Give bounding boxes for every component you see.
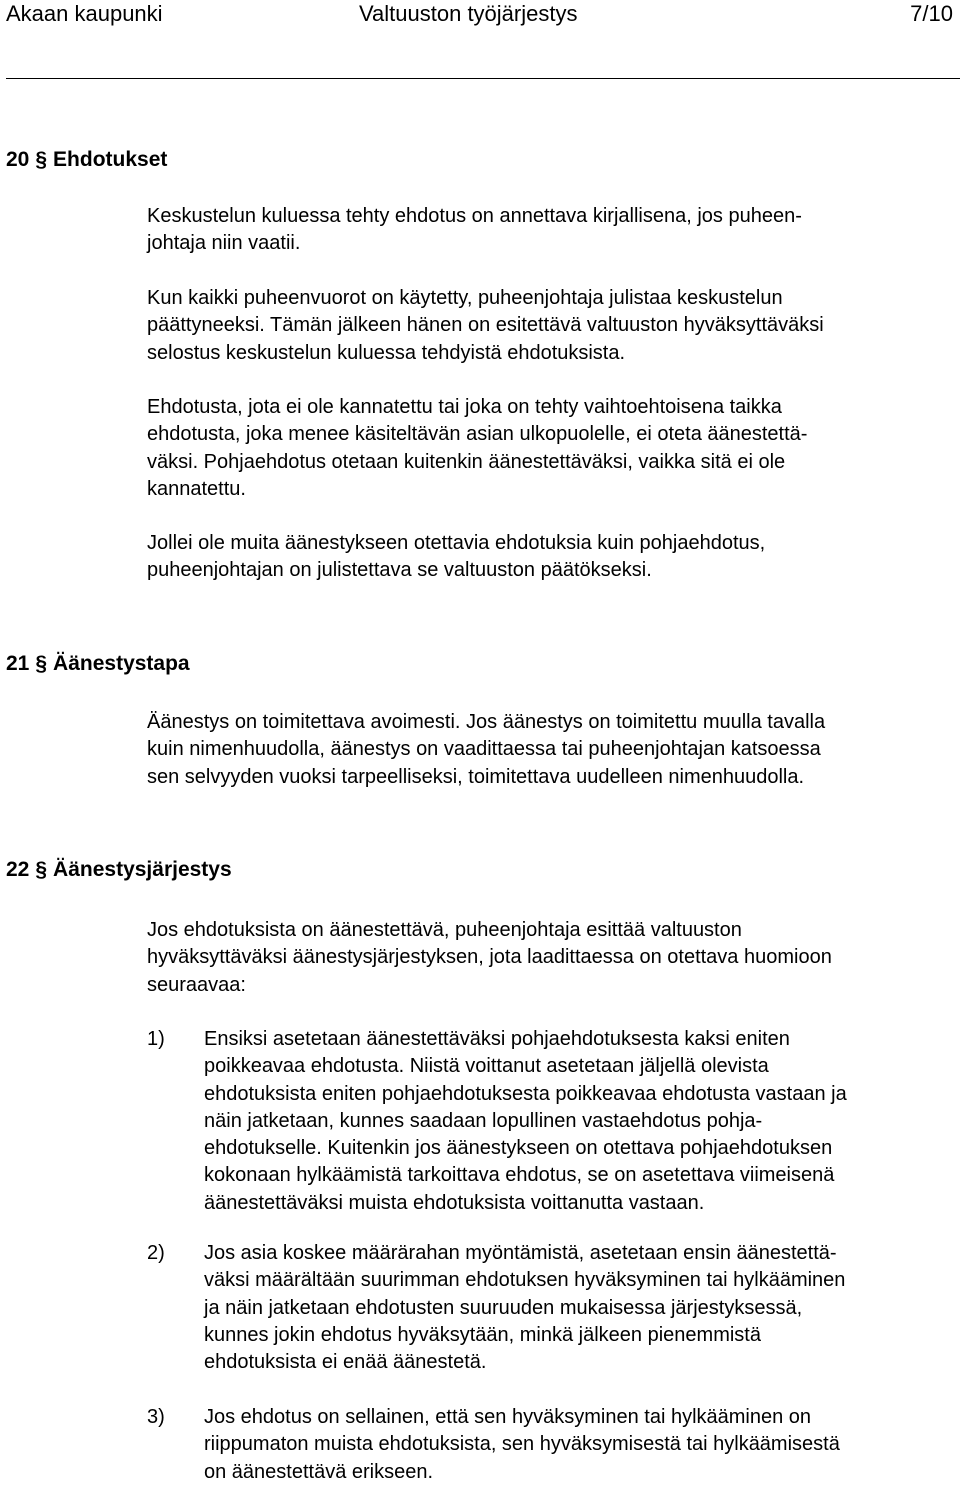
paragraph-line: Äänestys on toimitettava avoimesti. Jos äänestys on toimitettu muulla tavalla [147,711,826,733]
section-number: 22 [6,858,30,881]
list-item-line: Jos ehdotus on sellainen, että sen hyväksyminen tai hylkääminen on [204,1406,812,1428]
paragraph-line: päättyneeksi. Tämän jälkeen hänen on esitettävä valtuuston hyväksyttäväksi [147,314,824,337]
section-title: Äänestystapa [53,652,190,675]
paragraph-line: sen selvyyden vuoksi tarpeelliseksi, toimitettava uudelleen nimenhuudolla. [147,765,805,788]
paragraph-line: Jos ehdotuksista on äänestettävä, puheenjohtaja esittää valtuuston [147,919,742,941]
paragraph [147,709,825,791]
list-item-line: poikkeavaa ehdotusta. Niistä voittanut asetetaan jäljellä olevista [204,1055,769,1078]
section-sign: § [35,148,48,171]
paragraph-line: väksi. Pohjaehdotus otetaan kuitenkin äänestettäväksi, vaikka sitä ei ole [147,450,786,473]
list-item-line: näin jatketaan, kunnes saadaan lopullinen vastaehdotus pohja- [204,1109,763,1132]
list-item-number: 1) [147,1028,165,1050]
list-item-text [204,1240,845,1376]
paragraph [147,203,802,258]
list-item-line: ja näin jatketaan ehdotusten suuruuden mukaisessa järjestyksessä, [204,1296,803,1319]
header-document-title: Valtuuston työjärjestys [359,1,578,26]
paragraph-line: johtaja niin vaatii. [147,232,301,255]
list-item-line: ehdotuksista eniten pohjaehdotuksesta poikkeavaa ehdotusta vastaan ja [204,1082,847,1105]
list-item-text [204,1026,847,1217]
header-organization: Akaan kaupunki [6,1,163,26]
section-heading [6,857,232,883]
section-sign: § [35,652,48,675]
list-item-line: kokonaan hylkäämistä tarkoittava ehdotus, se on asetettava viimeisenä [204,1164,835,1187]
paragraph [147,285,824,367]
section-title: Ehdotukset [53,148,168,171]
list-item-line: ehdotuksista ei enää äänestetä. [204,1351,487,1374]
paragraph-line: seuraavaa: [147,973,246,996]
header-page-number: 7/10 [910,1,953,26]
list-item-line: kunnes jokin ehdotus hyväksytään, minkä jälkeen pienemmistä [204,1323,761,1346]
paragraph-line: Keskustelun kuluessa tehty ehdotus on annettava kirjallisena, jos puheen- [147,205,802,227]
section-heading [6,147,167,173]
list-item-line: on äänestettävä erikseen. [204,1460,434,1483]
list-item-line: äänestettäväksi muista ehdotuksista voittanutta vastaan. [204,1191,705,1214]
paragraph-line: puheenjohtajan on julistettava se valtuuston päätökseksi. [147,559,652,582]
paragraph-line: Ehdotusta, jota ei ole kannatettu tai joka on tehty vaihtoehtoisena taikka [147,396,782,418]
paragraph [147,530,765,585]
section-number: 21 [6,652,30,675]
section-number: 20 [6,148,30,171]
header-divider [6,78,960,79]
list-item-line: ehdotukselle. Kuitenkin jos äänestykseen on otettava pohjaehdotuksen [204,1137,833,1160]
paragraph-line: ehdotusta, joka menee käsiteltävän asian ulkopuolelle, ei oteta äänestettä- [147,423,808,446]
list-item-number: 3) [147,1406,165,1428]
paragraph-line: selostus keskustelun kuluessa tehdyistä ehdotuksista. [147,341,626,364]
list-item-line: Jos asia koskee määrärahan myöntämistä, asetetaan ensin äänestettä- [204,1242,837,1264]
paragraph [147,394,807,503]
paragraph [147,917,832,999]
paragraph-line: Jollei ole muita äänestykseen otettavia ehdotuksia kuin pohjaehdotus, [147,532,766,554]
paragraph-line: hyväksyttäväksi äänestysjärjestyksen, jota laadittaessa on otettava huomioon [147,946,832,969]
section-title: Äänestysjärjestys [53,858,232,881]
list-item-line: väksi määrältään suurimman ehdotuksen hyväksyminen tai hylkääminen [204,1269,846,1292]
paragraph-line: kuin nimenhuudolla, äänestys on vaadittaessa tai puheenjohtajan katsoessa [147,738,821,761]
list-item-text [204,1404,840,1486]
list-item-number: 2) [147,1242,165,1264]
page-header [0,0,960,30]
section-heading [6,651,190,677]
list-item-line: Ensiksi asetetaan äänestettäväksi pohjaehdotuksesta kaksi eniten [204,1028,790,1050]
paragraph-line: Kun kaikki puheenvuorot on käytetty, puheenjohtaja julistaa keskustelun [147,287,783,309]
paragraph-line: kannatettu. [147,477,246,500]
section-sign: § [35,858,48,881]
list-item-line: riippumaton muista ehdotuksista, sen hyväksymisestä tai hylkäämisestä [204,1433,840,1456]
